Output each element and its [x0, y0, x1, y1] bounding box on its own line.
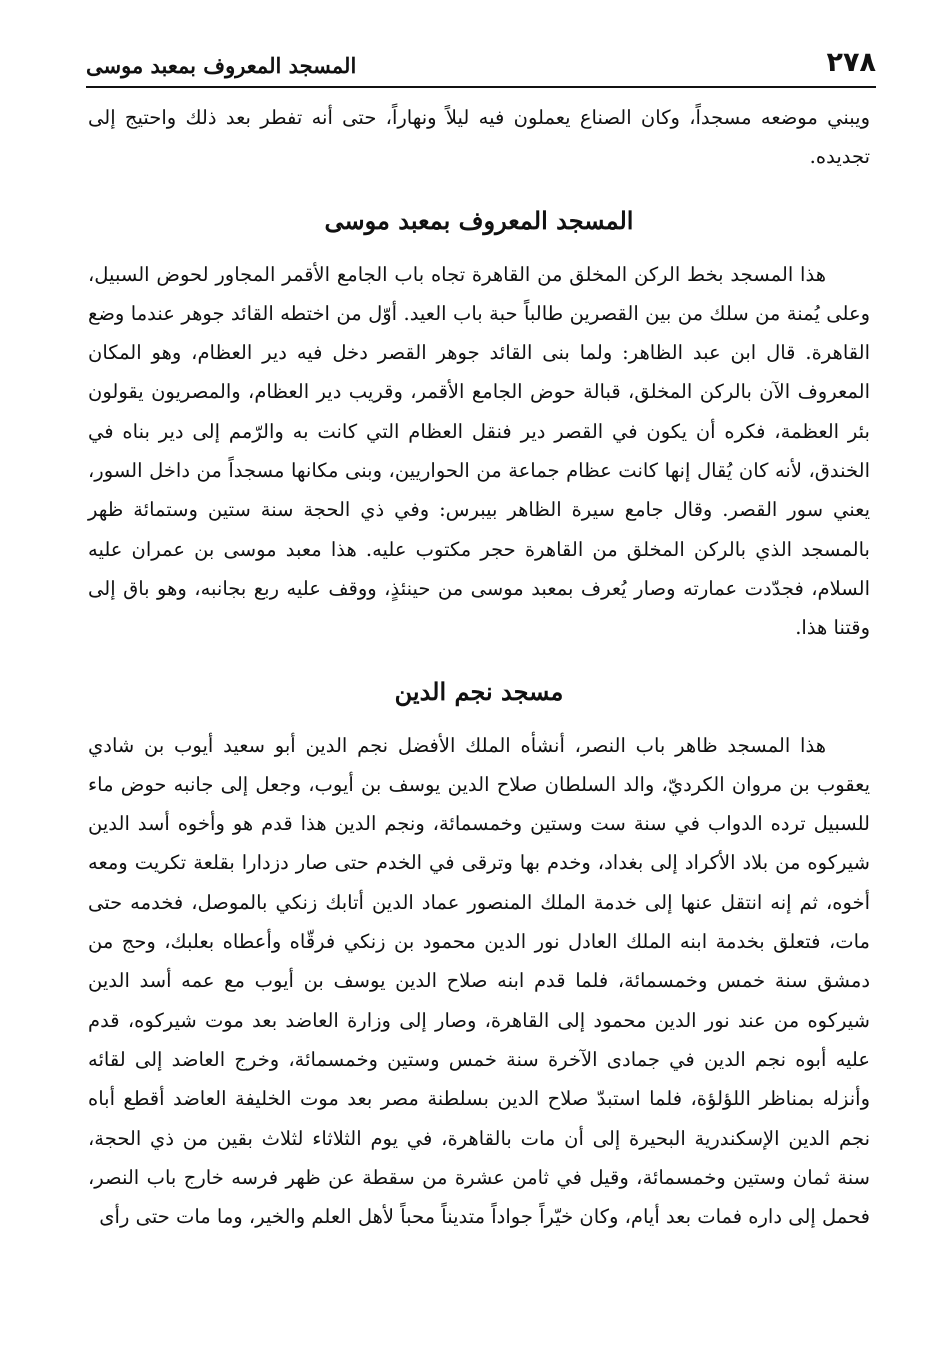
section-title-najm-aldin-mosque: مسجد نجم الدين	[394, 676, 564, 706]
page-body	[88, 98, 870, 1236]
running-title: المسجد المعروف بمعبد موسى	[86, 53, 357, 78]
section-paragraph-najm-aldin-mosque: هذا المسجد ظاهر باب النصر، أنشأه الملك الأفضل نجم الدين أبو سعيد أيوب بن شادي يعقوب بن مروان الكرديّ، والد السلطان صلاح الدين يوسف بن أيوب، وجعل إلى جانبه حوض ماء للسبيل ترده الدواب في سنة ست وستين وخمسمائة، ونجم الدين هذا قدم هو وأخوه أسد الدين شيركوه من بلاد الأكراد إلى بغداد، وخدم بها وترقى في الخدم حتى صار دزدارا بقلعة تكريت ومعه أخوه، ثم إنه انتقل عنها إلى خدمة الملك المنصور عماد الدين أتابك زنكي بالموصل، فخدمه حتى مات، فتعلق بخدمة ابنه الملك العادل نور الدين محمود بن زنكي فرقّاه وأعطاه بعلبك، وحج من دمشق سنة خمس وخمسمائة، فلما قدم ابنه صلاح الدين يوسف بن أيوب مع عمه أسد الدين شيركوه من عند نور الدين محمود إلى القاهرة، وصار إلى وزارة العاضد بعد موت شيركوه، قدم عليه أبوه نجم الدين في جمادى الآخرة سنة خمس وستين وخمسمائة، وخرج العاضد إلى لقائه وأنزله بمناظر اللؤلؤة، فلما استبدّ صلاح الدين بسلطنة مصر بعد موت الخليفة العاضد أقطع أباه نجم الدين الإسكندرية البحيرة إلى أن مات بالقاهرة، في يوم الثلاثاء لثلاث بقين من ذي الحجة، سنة ثمان وستين وخمسمائة، وقيل في ثامن عشرة من سقطة عن ظهر فرسه خارج باب النصر، فحمل إلى داره فمات بعد أيام، وكان خيّراً جواداً متديناً محباً لأهل العلم والخير، وما مات حتى رأى	[88, 733, 870, 1229]
running-header	[86, 36, 876, 88]
page-number: ٢٧٨	[826, 47, 876, 78]
intro-paragraph: ويبني موضعه مسجداً، وكان الصناع يعملون فيه ليلاً ونهاراً، حتى أنه تفطر بعد ذلك واحتيج إلى تجديده.	[88, 106, 870, 169]
section-paragraph-moses-temple: هذا المسجد بخط الركن المخلق من القاهرة تجاه باب الجامع الأقمر المجاور لحوض السبيل، وعلى يُمنة من سلك من بين القصرين طالباً حبة باب العيد. أوّل من اختطه القائد جوهر عندما وضع القاهرة. قال ابن عبد الظاهر: ولما بنى القائد جوهر القصر دخل فيه دير العظام، وهو المكان المعروف الآن بالركن المخلق، قبالة حوض الجامع الأقمر، وقريب دير العظام، والمصريون يقولون بئر العظمة، فكره أن يكون في القصر دير فنقل العظام التي كانت به والرّمم إلى دير بناه في الخندق، لأنه كان يُقال إنها كانت عظام جماعة من الحواريين، وبنى مكانها مسجداً من داخل السور، يعني سور القصر. وقال جامع سيرة الظاهر بيبرس: وفي ذي الحجة سنة ستين وستمائة ظهر بالمسجد الذي بالركن المخلق من القاهرة حجر مكتوب عليه. هذا معبد موسى بن عمران عليه السلام، فجدّدت عمارته وصار يُعرف بمعبد موسى من حينئذٍ، ووقف عليه ربع بجانبه، وهو باق إلى وقتنا هذا.	[88, 262, 870, 640]
section-title-moses-temple: المسجد المعروف بمعبد موسى	[324, 205, 634, 235]
